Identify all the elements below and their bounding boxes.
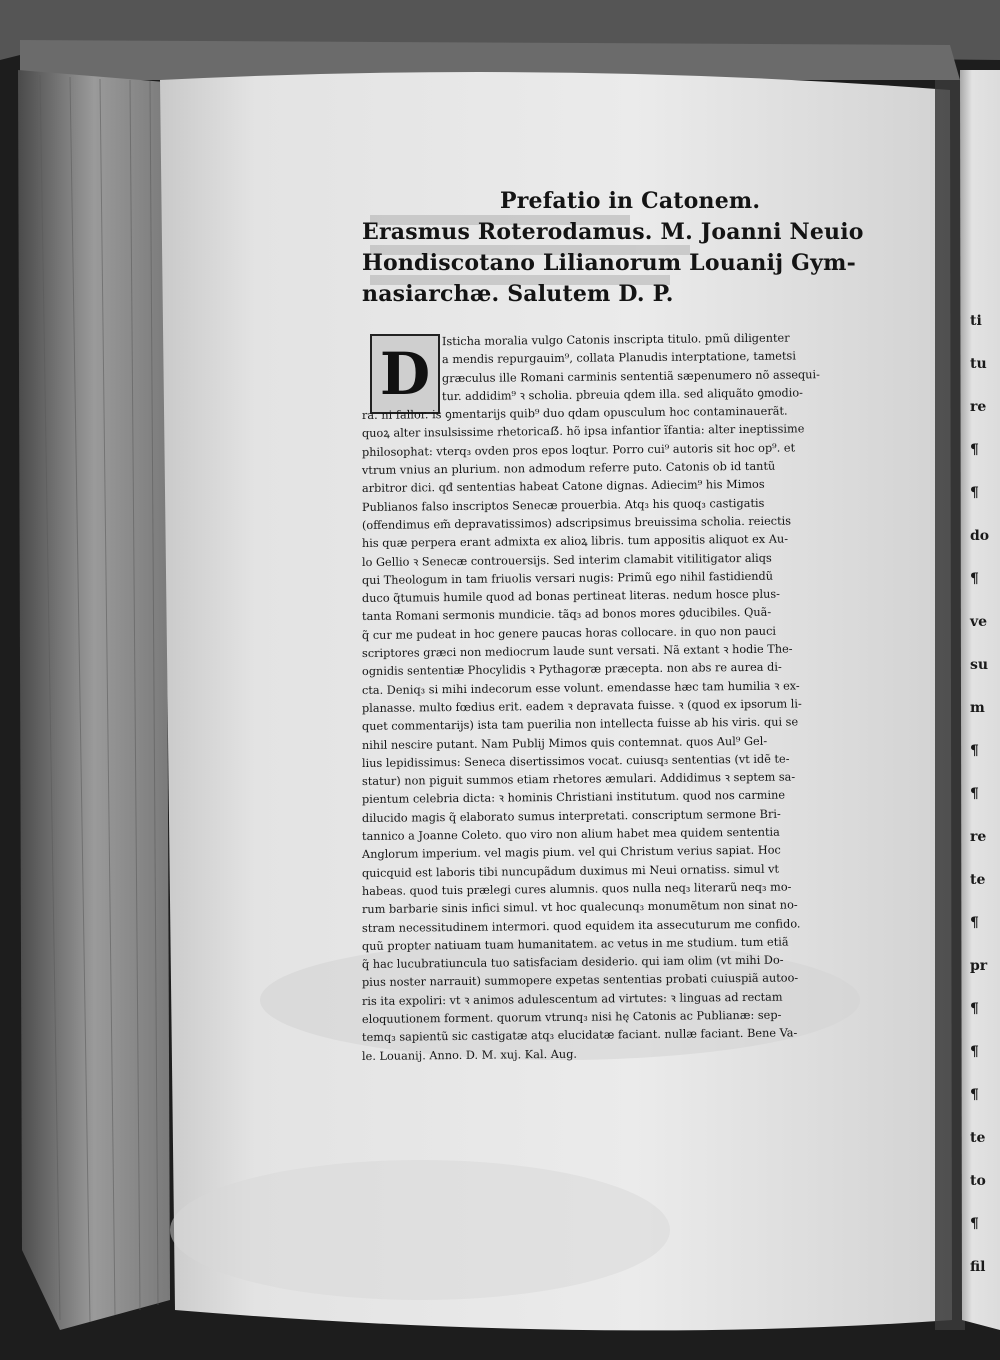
body-line: Isticha moralia vulgo Catonis inscripta titulo. pmũ diligenter bbox=[441, 331, 790, 349]
preface-page bbox=[361, 186, 864, 1066]
body-line: tanta Romani sermonis mundicie. tãq₃ ad bonos mores ꝯducibiles. Quã- bbox=[361, 606, 772, 624]
body-line: ra. ni fallor. is ꝯmentarijs quib⁹ duo qdam opusculum hoc contaminauerãt. bbox=[361, 404, 788, 423]
body-line: habeas. quod tuis prælegi cures alumnis. quos nulla neq₃ literarũ neq₃ mo- bbox=[361, 880, 792, 898]
preface-body bbox=[361, 331, 821, 1066]
body-line: ognidis sententiæ Phocylidis ꝛ Pythagoræ præcepta. non abs re aurea di- bbox=[361, 660, 782, 679]
facing-fragment: re bbox=[970, 829, 987, 845]
body-line: q̃ hac lucubratiuncula tuo satisfaciam desiderio. qui iam olim (vt mihi Do- bbox=[361, 953, 784, 972]
body-line: pientum celebria dicta: ꝛ hominis Christiani institutum. quod nos carmine bbox=[361, 788, 786, 807]
body-line: qui Theologum in tam friuolis versari nugis: Primũ ego nihil fastidiendũ bbox=[361, 569, 774, 587]
body-line: lius lepidissimus: Seneca disertissimos vocat. cuiusq₃ sententias (vt idẽ te- bbox=[361, 752, 790, 770]
body-line: q̃ cur me pudeat in hoc genere paucas horas collocare. in quo non pauci bbox=[361, 624, 777, 642]
body-line: vtrum vnius an plurium. non admodum referre puto. Catonis ob id tantũ bbox=[361, 459, 776, 478]
body-line: græculus ille Romani carminis sententiã sæpenumero nõ assequi- bbox=[441, 367, 821, 385]
facing-fragment: re bbox=[970, 399, 987, 415]
facing-fragment: te bbox=[970, 1130, 986, 1146]
facing-fragment: ¶ bbox=[970, 915, 979, 931]
facing-fragment: ¶ bbox=[970, 1216, 979, 1232]
body-line: a mendis repurgauim⁹, collata Planudis interptatione, tametsi bbox=[441, 349, 796, 367]
facing-fragment: m bbox=[970, 700, 985, 716]
facing-fragment: te bbox=[970, 872, 986, 888]
body-line: stram necessitudinem intermori. quod equidem ita assecuturum me confido. bbox=[361, 916, 801, 935]
facing-fragment: ¶ bbox=[970, 1044, 979, 1060]
body-line: duco q̃tumuis humile quod ad bonas pertineat literas. nedum hosce plus- bbox=[361, 587, 781, 606]
body-line: statur) non piguit summos etiam rhetores æmulari. Addidimus ꝛ septem sa- bbox=[361, 770, 796, 789]
salutation-line-3: nasiarchæ. Salutem D. P. bbox=[362, 281, 674, 307]
salutation-line-2: Hondiscotano Lilianorum Louanij Gym- bbox=[362, 250, 856, 276]
body-line: nihil nescire putant. Nam Publij Mimos quis contemnat. quos Aul⁹ Gel- bbox=[361, 734, 768, 752]
facing-fragment: ¶ bbox=[970, 1001, 979, 1017]
facing-fragment: ¶ bbox=[970, 571, 979, 587]
preface-title: Prefatio in Catonem. bbox=[500, 188, 761, 214]
facing-page-column bbox=[970, 300, 1000, 1289]
body-line: quoꝝ alter insulsissime rhetoricaẞ. hõ ipsa infantior ĩfantia: alter ineptissime bbox=[361, 422, 805, 441]
facing-fragment: ¶ bbox=[970, 743, 979, 759]
facing-fragment: tu bbox=[970, 356, 987, 372]
facing-fragment: ve bbox=[970, 614, 988, 630]
facing-fragment: su bbox=[970, 657, 989, 673]
colophon-line: le. Louanij. Anno. D. M. xuj. Kal. Aug. bbox=[361, 1047, 578, 1063]
body-line: quũ propter natiuam tuam humanitatem. ac vetus in me studium. tum etiã bbox=[361, 935, 789, 953]
facing-fragment: ti bbox=[970, 313, 982, 329]
body-line: pius noster narrauit) summopere expetas sententias probati cuiuspiã autoo- bbox=[361, 971, 799, 990]
facing-fragment: ¶ bbox=[970, 442, 979, 458]
facing-fragment: fil bbox=[970, 1259, 986, 1275]
body-line: temq₃ sapientũ sic castigatæ atq₃ elucidatæ faciant. nullæ faciant. Bene Va- bbox=[361, 1026, 798, 1045]
body-line: quet commentarijs) ista tam puerilia non intellecta fuisse ab his viris. qui se bbox=[361, 715, 799, 734]
facing-fragment: ¶ bbox=[970, 485, 979, 501]
facing-fragment: pr bbox=[970, 958, 988, 974]
facing-fragment: ¶ bbox=[970, 786, 979, 802]
body-line: lo Gellio ꝛ Senecæ controuersijs. Sed interim clamabit vitilitigator aliqs bbox=[361, 551, 772, 569]
body-line: ris ita expoliri: vt ꝛ animos adulescentum ad virtutes: ꝛ linguas ad rectam bbox=[361, 990, 783, 1008]
facing-fragment: do bbox=[970, 528, 990, 544]
body-line: his quæ perpera erant admixta ex alioꝝ libris. tum appositis aliquot ex Au- bbox=[361, 532, 789, 551]
body-line: rum barbarie sinis infici simul. vt hoc qualecunq₃ monumẽtum non sinat no- bbox=[361, 898, 798, 917]
body-line: planasse. multo fœdius erit. eadem ꝛ depravata fuisse. ꝛ (quod ex ipsorum li- bbox=[361, 697, 802, 715]
body-line: quicquid est laboris tibi nuncupãdum duximus mi Neui ornatiss. simul vt bbox=[361, 862, 780, 880]
body-line: eloquutionem forment. quorum vtrunq₃ nisi hę Catonis ac Publianæ: sep- bbox=[361, 1008, 782, 1026]
body-line: tannico a Joanne Coleto. quo viro non alium habet mea quidem sententia bbox=[361, 825, 780, 844]
body-line: cta. Deniq₃ si mihi indecorum esse volunt. emendasse hæc tam humilia ꝛ ex- bbox=[361, 679, 800, 697]
body-line: scriptores græci non mediocrum laude sunt versati. Nã extant ꝛ hodie The- bbox=[361, 642, 793, 661]
body-line: dilucido magis q̃ elaborato sumus interpretati. conscriptum sermone Bri- bbox=[361, 807, 781, 825]
facing-fragment: ¶ bbox=[970, 1087, 979, 1103]
salutation-line-1: Erasmus Roterodamus. M. Joanni Neuio bbox=[362, 219, 864, 245]
body-line: tur. addidim⁹ ꝛ scholia. pbreuia qdem illa. sed aliquãto ꝯmodio- bbox=[441, 386, 804, 404]
decorated-initial: D bbox=[370, 334, 440, 414]
body-line: philosophat: vterq₃ ovden pros epos loqtur. Porro cui⁹ autoris sit hoc op⁹. et bbox=[361, 441, 796, 459]
body-line: Anglorum imperium. vel magis pium. vel qui Christum verius sapiat. Hoc bbox=[361, 843, 781, 862]
body-line: arbitror dici. qđ sententias habeat Catone dignas. Adiecim⁹ his Mimos bbox=[361, 478, 765, 496]
body-line: (offendimus em̃ depravatissimos) adscripsimus breuissima scholia. reiectis bbox=[361, 514, 792, 532]
facing-fragment: to bbox=[970, 1173, 986, 1189]
body-line: Publianos falso inscriptos Senecæ prouerbia. Atq₃ his quoq₃ castigatis bbox=[361, 496, 765, 514]
